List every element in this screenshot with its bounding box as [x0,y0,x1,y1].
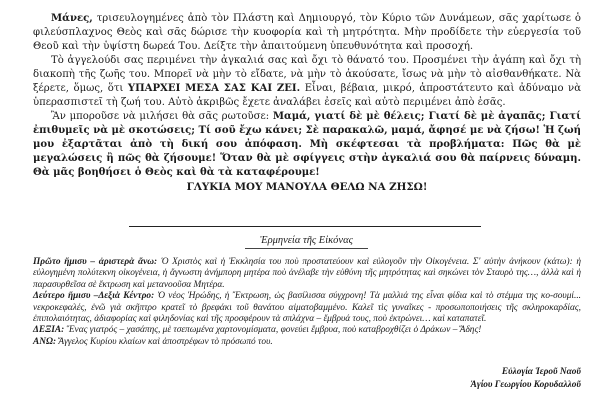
legend-text: Ἕνας γιατρός – χασάπης, μὲ τσεπωμένα χαρτονομίσματα, φονεύει ἔμβρυα, ποὺ καταβροχθίζει ὁ Δράκων – Ἅδης! [64,325,482,336]
legend-row [33,257,581,291]
paragraph-plea [33,110,581,180]
plea-intro: Ἂν μποροῦσε νὰ μιλήσει θὰ σᾶς ρωτοῦσε: [51,111,273,122]
legend-row [33,291,581,325]
legend-label: ΔΕΞΙΑ: [33,325,65,336]
legend-text: Ὁ Χριστὸς καὶ ἡ Ἐκκλησία του ποὺ προστατεύουν καὶ εὐλογοῦν τὴν Οἰκογένεια. Σ' αὐτὴν ἀνήκουν (κάτω): ἡ εὐλογημένη πολύτεκνη οἰκογένεια, ἡ ἄγνωστη ἀνήμπορη μητέρα ποὺ ἀνέλαβε τὴν εὐθύνη τῆς μητρότητας καὶ σηκώνει τὸν Σταυρὸ της…, ἀλλὰ καὶ ἡ παρασυρθεῖσα σὲ ἔκτρωση καὶ μετανοοῦσα Μητέρα. [33,257,581,290]
signature-line-1: Εὐλογία Ἱεροῦ Ναοῦ [501,367,581,377]
legend-row [33,325,581,336]
plea-text: Μαμά, γιατί δὲ μὲ θέλεις; Γιατί δὲ μὲ ἀγαπᾶς; Γιατί ἐπιθυμεῖς νὰ μὲ σκοτώσεις; Τί σοῦ ἔχω κάνει; Σὲ παρακαλῶ, μαμά, ἄφησέ με νὰ ζήσω! Ἡ ζωή μου ἐξαρτᾶται ἀπὸ τὴ δική σου ἀπόφαση. Μὴ σκέφτεσαι τὰ προβλήματα: Πῶς θὰ μὲ μεγαλώσεις ἢ πῶς θὰ ζήσουμε! Ὅταν θὰ μὲ σφίγγεις στὴν ἀγκαλιά σου θὰ παίρνεις δύναμη. Θὰ μᾶς βοηθήσει ὁ Θεὸς καὶ θὰ τὰ καταφέρουμε! [33,111,581,178]
legend-text: Ὁ νέος Ἡρώδης, ἡ Ἔκτρωση, ὡς βασίλισσα σύγχρονη! Τὰ μαλλιά της εἶναι φίδια καὶ τὸ στέμμα της κο-σουμί... νεκροκεφαλές, ἐνῶ γιὰ σκῆπτρο κρατεῖ τὸ βρεφάκι τοῦ θανάτου αἱματοβαμμένο. Καλεῖ τὶς γυναῖκες - προσωποποιήσεις τῆς σκληροκαρδίας, ἐπιπολαιότητας, ἀδιαφορίας καὶ φιληδονίας καὶ τῆς προσφέρουν τὰ σπλάχνα – ἔμβρυά τους, ποὺ ἐκτρώνει… καὶ καταπατεῖ. [33,291,581,325]
section-title: Ἑρμηνεία τῆς Εἰκόνας [260,235,353,246]
legend-label: ΑΝΩ: [33,336,57,347]
angel-text-b: Εἶναι, βέβαια, μικρό, ἀπροστάτευτο καὶ ἀδύναμο νὰ ὑπερασπιστεῖ τὴ ζωή του. Αὐτὸ ἀκριβῶς ἔχετε ἀναλάβει ἐσεῖς καὶ αὐτὸ περιμένει ἀπὸ ἐσᾶς. [33,83,582,108]
legend-text: Ἄγγελος Κυρίου κλαίων καὶ ἀποστρέφων τὸ πρόσωπό του. [56,336,273,347]
section-title-underline [245,248,368,249]
paragraph-mothers [33,12,581,54]
closing-heading: ΓΛΥΚΙΑ ΜΟΥ ΜΑΝΟΥΛΑ ΘΕΛΩ ΝΑ ΖΗΣΩ! [186,181,428,193]
angel-emphasis: ΥΠΑΡΧΕΙ ΜΕΣΑ ΣΑΣ ΚΑΙ ΖΕΙ. [127,83,301,94]
section-divider [129,226,481,227]
angel-text-a: Τὸ ἀγγελούδι σας περιμένει τὴν ἀγκαλιά σας καὶ ὄχι τὸ θάνατό του. Προσμένει τὴν ἀγάπη καὶ ὄχι τὴ διακοπὴ τῆς ζωῆς του. Μπορεῖ νὰ μὴν τὸ εἴδατε, νὰ μὴν τὸ ἀκούσατε, ἴσως νὰ μὴν τὸ αἰσθανθήκατε. Νὰ ξέρετε, ὅμως, ὅτι [33,55,581,94]
signature-line-2: Ἁγίου Γεωργίου Κορυδαλλοῦ [470,380,581,390]
legend-label: Πρῶτο ἥμισυ – ἀριστερὰ ἄνω: [33,257,158,267]
mothers-text: τρισευλογημένες ἀπὸ τὸν Πλάστη καὶ Δημιουργό, τὸν Κύριο τῶν Δυνάμεων, σᾶς χαρίτωσε ὁ φιλεύσπλαχνος Θεὸς καὶ σᾶς δώρισε τὴν κυοφορία καὶ τὴ μητρότητα. Μὴν προδίδετε τὴν εὐεργεσία τοῦ Θεοῦ καὶ τὴν ὑψίστη δωρεά Του. Δείξτε τὴν ἀπαιτούμενη ὑπευθυνότητα καὶ προσοχή. [33,13,581,52]
legend-label: Δεύτερο ἥμισυ –Δεξιὰ Κέντρο: [33,291,155,302]
image-legend [33,257,581,348]
paragraph-angel [33,54,581,110]
main-text-block [33,12,581,194]
legend-row [33,337,581,348]
mothers-address: Μάνες, [51,13,93,24]
